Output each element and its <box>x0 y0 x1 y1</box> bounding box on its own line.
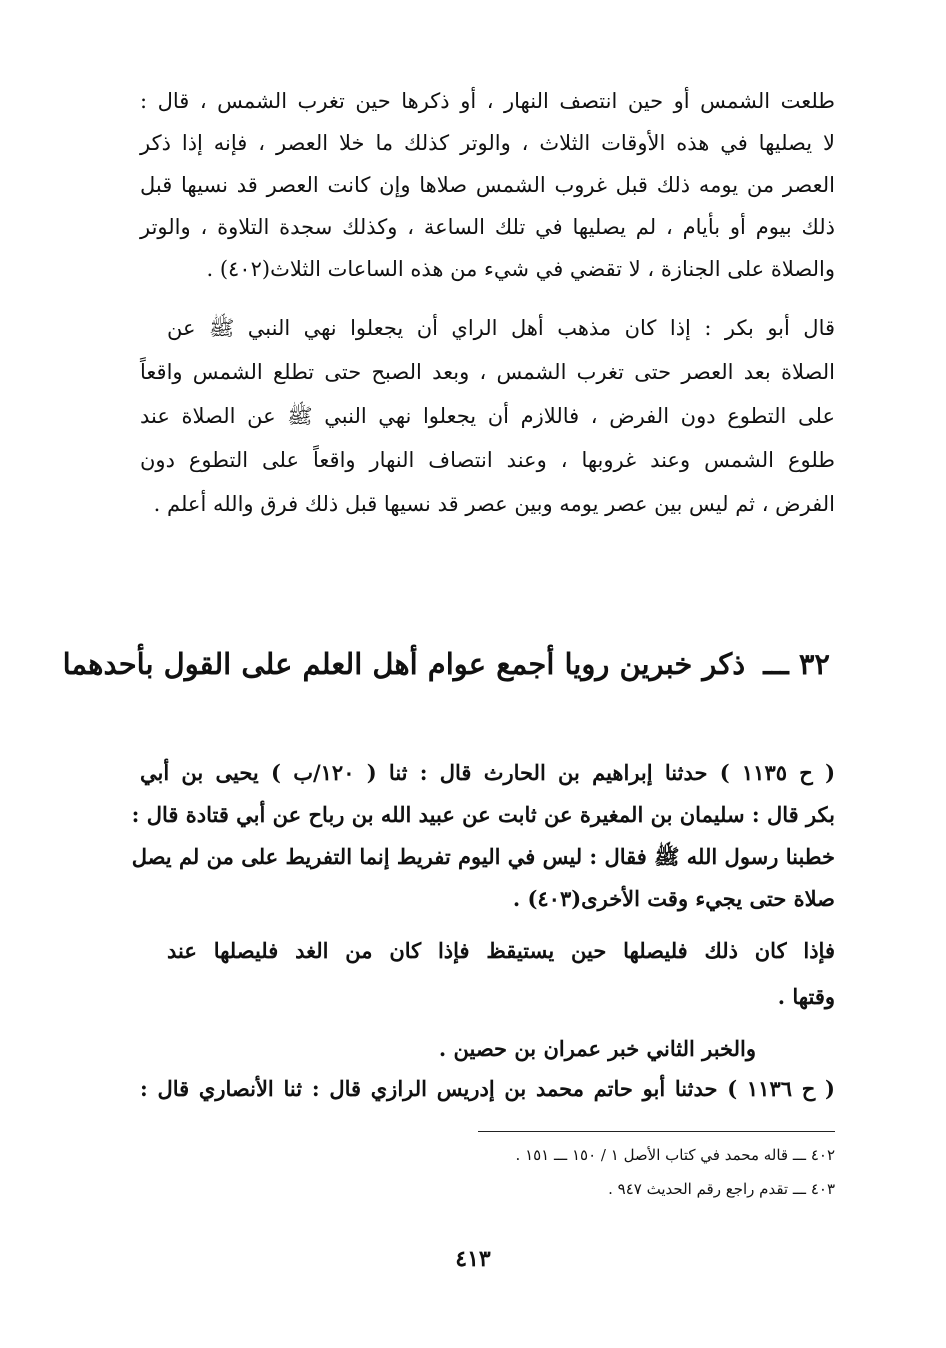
text-line: خطبنا رسول الله ﷺ فقال : ليس في اليوم تفريط إنما التفريط على من لم يصل <box>131 844 835 869</box>
footnote-402: ٤٠٢ ـــ قاله محمد في كتاب الأصل ١ / ١٥٠ ـــ ١٥١ . <box>515 1146 835 1164</box>
text-line: قال أبو بكر : إذا كان مذهب أهل الراي أن يجعلوا نهي النبي ﷺ عن <box>167 316 836 340</box>
top-paragraph <box>140 80 835 295</box>
text-line: العصر من يومه ذلك قبل غروب الشمس صلاها وإن كانت العصر قد نسيها قبل <box>140 173 835 197</box>
text-line: الصلاة بعد العصر حتى تغرب الشمس ، وبعد الصبح حتى تطلع الشمس واقعاً <box>140 360 835 384</box>
ruling-paragraph <box>140 930 835 1020</box>
abu-bakr-paragraph <box>140 307 835 522</box>
text-line: الفرض ، ثم ليس بين عصر يومه وبين عصر قد نسيها قبل ذلك فرق والله أعلم . <box>153 492 835 516</box>
text-line: بكر قال : سليمان بن المغيرة عن ثابت عن عبيد الله بن رباح عن أبي قتادة قال : <box>131 802 835 827</box>
text-line: فإذا كان ذلك فليصلها حين يستيقظ فإذا كان من الغد فليصلها عند <box>167 938 835 963</box>
chapter-number: ٣٢ ـــ <box>763 647 830 681</box>
footnote-divider <box>478 1131 835 1132</box>
text-line: لا يصليها في هذه الأوقات الثلاث ، والوتر كذلك ما خلا العصر ، فإنه إذا ذكر <box>140 131 835 155</box>
hadith-1136 <box>140 1068 835 1112</box>
text-line: وقتها . <box>777 984 835 1009</box>
second-report-line: والخبر الثاني خبر عمران بن حصين . <box>438 1036 756 1061</box>
text-line: ذلك بيوم أو بأيام ، لم يصليها في تلك الساعة ، وكذلك سجدة التلاوة ، والوتر <box>140 215 835 239</box>
text-line: طلوع الشمس وعند غروبها ، وعند انتصاف النهار واقعاً على التطوع دون <box>140 448 835 472</box>
chapter-title: ذكر خبرين رويا أجمع عوام أهل العلم على القول بأحدهما <box>62 647 746 681</box>
text-line: والصلاة على الجنازة ، لا تقضي في شيء من هذه الساعات الثلاث(٤٠٢) . <box>206 257 835 281</box>
page-number: ٤١٣ <box>455 1246 491 1272</box>
text-line: على التطوع دون الفرض ، فاللازم أن يجعلوا نهي النبي ﷺ عن الصلاة عند <box>140 404 835 428</box>
chapter-heading <box>62 640 830 688</box>
text-line: ( ح ١١٣٥ ) حدثنا إبراهيم بن الحارث قال : ثنا ( ١٢٠/ب ) يحيى بن أبي <box>140 760 836 785</box>
hadith-1135 <box>131 752 836 927</box>
text-line: ( ح ١١٣٦ ) حدثنا أبو حاتم محمد بن إدريس الرازي قال : ثنا الأنصاري قال : <box>140 1076 835 1101</box>
text-line: صلاة حتى يجيء وقت الأخرى(٤٠٣) . <box>512 886 835 911</box>
footnote-403: ٤٠٣ ـــ تقدم راجع رقم الحديث ٩٤٧ . <box>608 1180 835 1198</box>
text-line: طلعت الشمس أو حين انتصف النهار ، أو ذكرها حين تغرب الشمس ، قال : <box>140 89 835 113</box>
